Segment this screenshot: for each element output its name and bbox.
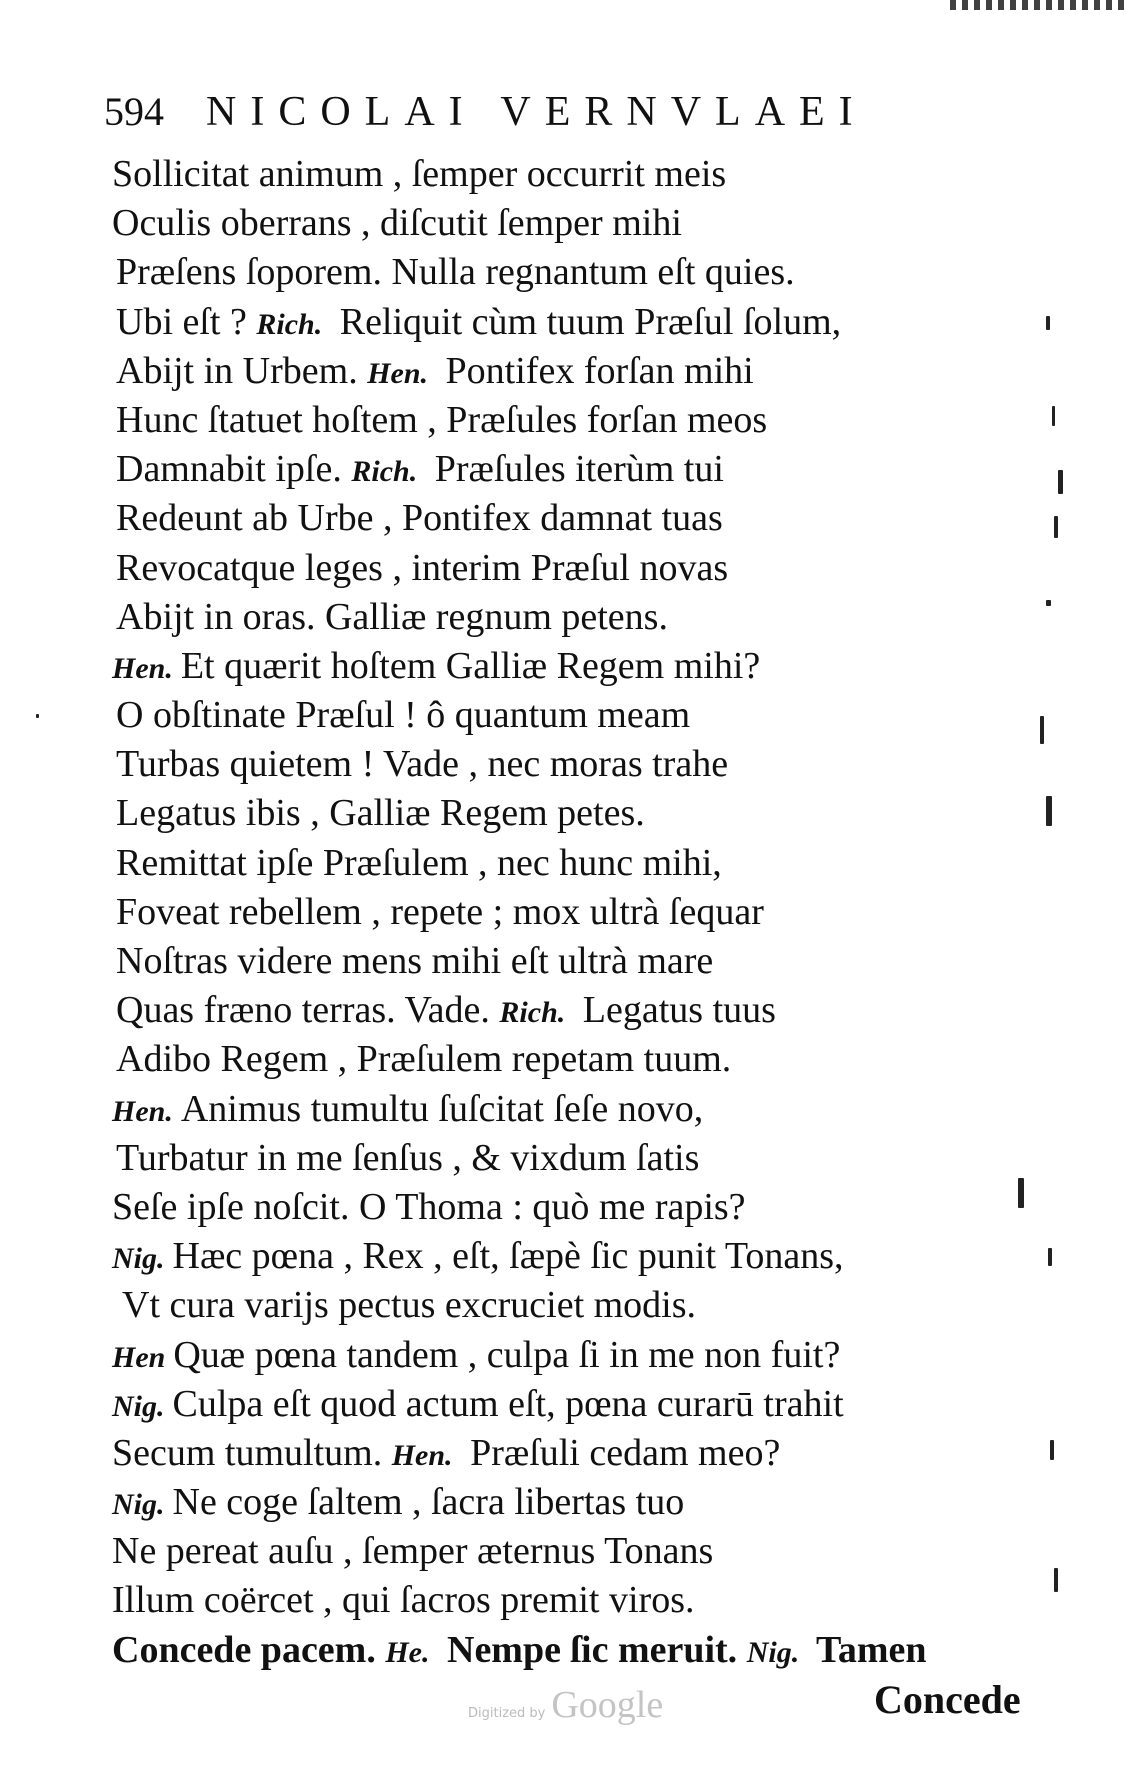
verse-line xyxy=(112,1527,1072,1576)
verse-line xyxy=(112,1085,1072,1134)
line-text: Quas fræno terras. Vade. xyxy=(116,989,500,1032)
line-text: Illum coërcet , qui ſacros premit viros. xyxy=(112,1579,695,1622)
verse-line xyxy=(112,494,1072,543)
line-text: Ne pereat auſu , ſemper æternus Tonans xyxy=(112,1530,714,1573)
line-text: Præſules iterùm tui xyxy=(425,448,724,491)
verse-line xyxy=(112,1183,1072,1232)
speaker-label: Hen xyxy=(112,1340,166,1374)
line-text: Reliquit cùm tuum Præſul ſolum, xyxy=(330,300,842,343)
speaker-label: Rich. xyxy=(351,455,418,489)
speaker-label: Hen. xyxy=(112,1094,173,1128)
line-text: Foveat rebellem , repete ; mox ultrà ſequar xyxy=(116,890,764,933)
verse-line xyxy=(112,642,1072,691)
verse-line xyxy=(112,937,1072,986)
speaker-label: Nig. xyxy=(112,1389,165,1423)
verse-line xyxy=(112,445,1072,494)
line-text: Præſens ſoporem. Nulla regnantum eſt quies. xyxy=(116,251,795,294)
verse-line xyxy=(112,691,1072,740)
speaker-label: Rich. xyxy=(256,307,323,341)
line-text: Pontifex forſan mihi xyxy=(436,349,754,392)
speaker-label: He. xyxy=(385,1635,430,1669)
line-text: Præſuli cedam meo? xyxy=(460,1431,781,1474)
verse-text xyxy=(112,150,1072,1675)
speaker-label: Rich. xyxy=(499,996,566,1030)
line-text: Damnabit ipſe. xyxy=(116,448,352,491)
line-text: Nempe ſic meruit. xyxy=(437,1628,747,1671)
line-text: Noſtras videre mens mihi eſt ultrà mare xyxy=(116,940,714,982)
verse-line xyxy=(112,298,1072,347)
line-text: Legatus ibis , Galliæ Regem petes. xyxy=(116,792,645,835)
line-text: Remittat ipſe Præſulem , nec hunc mihi, xyxy=(116,841,722,884)
verse-line xyxy=(112,1281,1072,1330)
verse-line xyxy=(112,1380,1072,1429)
verse-line xyxy=(112,740,1072,789)
verse-line xyxy=(112,199,1072,248)
line-text: Tamen xyxy=(807,1628,927,1671)
verse-line xyxy=(112,1478,1072,1527)
line-text: O obſtinate Præſul ! ô quantum meam xyxy=(116,694,691,737)
line-text: Ubi eſt ? xyxy=(116,300,257,343)
verse-line xyxy=(112,789,1072,838)
speaker-label: Hen. xyxy=(391,1438,453,1472)
speaker-label: Nig. xyxy=(112,1242,165,1276)
verse-line xyxy=(112,347,1072,396)
verse-line xyxy=(112,248,1072,297)
line-text: Secum tumultum. xyxy=(112,1431,392,1474)
line-text: Abijt in oras. Galliæ regnum petens. xyxy=(116,595,668,638)
line-text: Hæc pœna , Rex , eſt, ſæpè ſic punit Tonans, xyxy=(172,1235,844,1278)
verse-line xyxy=(112,888,1072,937)
verse-line xyxy=(112,544,1072,593)
line-text: Hunc ſtatuet hoſtem , Præſules forſan meos xyxy=(116,398,768,441)
verse-line xyxy=(112,1331,1072,1380)
line-text: Turbatur in me ſenſus , & vixdum ſatis xyxy=(116,1136,700,1179)
verse-line xyxy=(112,1626,1072,1675)
line-text: Seſe ipſe noſcit. O Thoma : quò me rapis? xyxy=(112,1185,746,1228)
line-text: Legatus tuus xyxy=(573,989,776,1032)
verse-line xyxy=(112,1035,1072,1084)
watermark xyxy=(468,1683,663,1727)
verse-line xyxy=(112,396,1072,445)
verse-line xyxy=(112,1134,1072,1183)
line-text: Oculis oberrans , diſcutit ſemper mihi xyxy=(112,202,682,245)
verse-line xyxy=(112,1232,1072,1281)
watermark-digitized-text: Digitized by xyxy=(468,1706,546,1721)
verse-line xyxy=(112,986,1072,1035)
line-text: Turbas quietem ! Vade , nec moras trahe xyxy=(116,743,729,786)
speck xyxy=(36,714,39,718)
line-text: Culpa eſt quod actum eſt, pœna curarū trahit xyxy=(172,1382,844,1425)
line-text: Revocatque leges , interim Præſul novas xyxy=(116,546,729,589)
watermark-brand: Google xyxy=(551,1684,664,1726)
line-text: Vt cura varijs pectus excruciet modis. xyxy=(122,1284,697,1327)
verse-line xyxy=(112,593,1072,642)
line-text: Quæ pœna tandem , culpa ſi in me non fuit? xyxy=(173,1333,841,1376)
verse-line xyxy=(112,1429,1072,1478)
line-text: Ne coge ſaltem , ſacra libertas tuo xyxy=(172,1481,685,1524)
speaker-label: Nig. xyxy=(746,1635,800,1669)
line-text: Et quærit hoſtem Galliæ Regem mihi? xyxy=(180,644,761,687)
speaker-label: Hen. xyxy=(367,356,429,390)
verse-line xyxy=(112,839,1072,888)
line-text: Abijt in Urbem. xyxy=(116,349,368,392)
speaker-label: Nig. xyxy=(112,1488,165,1522)
scan-edge-artifact xyxy=(950,0,1130,10)
verse-line xyxy=(112,1576,1072,1625)
line-text: Animus tumultu ſuſcitat ſeſe novo, xyxy=(180,1087,704,1130)
line-text: Sollicitat animum , ſemper occurrit meis xyxy=(112,153,727,195)
verse-line xyxy=(112,150,1072,199)
line-text: Adibo Regem , Præſulem repetam tuum. xyxy=(116,1038,732,1081)
running-head: NICOLAI VERNVLAEI xyxy=(206,89,867,135)
page-header xyxy=(104,88,904,140)
catchword: Concede xyxy=(874,1677,1021,1722)
line-text: Redeunt ab Urbe , Pontifex damnat tuas xyxy=(116,497,723,540)
speaker-label: Hen. xyxy=(112,651,173,685)
line-text: Concede pacem. xyxy=(112,1628,386,1671)
page-number: 594 xyxy=(104,89,164,134)
